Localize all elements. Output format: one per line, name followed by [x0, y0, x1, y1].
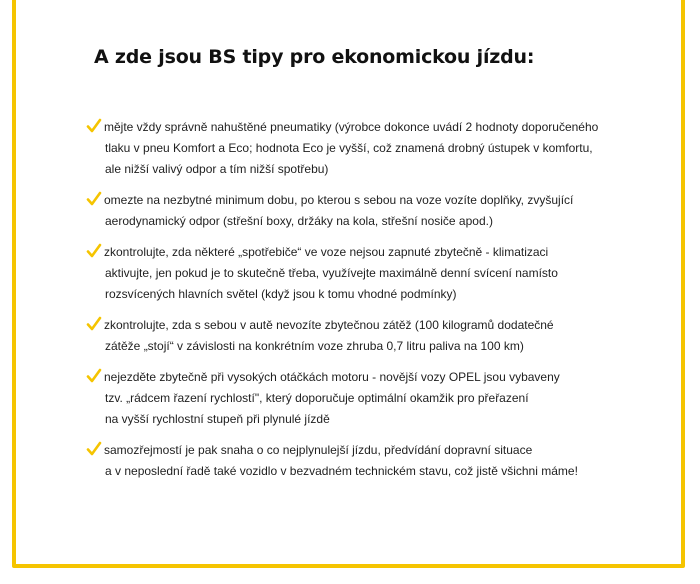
tip-line: aktivujte, jen pokud je to skutečně třeba, využívejte maximálně denní svícení namísto: [105, 266, 558, 280]
tip-line: a v neposlední řadě také vozidlo v bezvadném technickém stavu, což jistě všichni máme!: [105, 464, 578, 478]
tip-line: rozsvícených hlavních světel (když jsou k tomu vhodné podmínky): [105, 287, 457, 301]
checkmark-icon: [86, 243, 102, 259]
checkmark-icon: [86, 316, 102, 332]
tip-item: [86, 315, 626, 357]
tip-item: [86, 117, 626, 180]
tip-item: [86, 242, 626, 305]
tip-line: aerodynamický odpor (střešní boxy, držáky na kola, střešní nosiče apod.): [105, 214, 493, 228]
tip-line: na vyšší rychlostní stupeň při plynulé jízdě: [105, 412, 330, 426]
tip-line: mějte vždy správně nahuštěné pneumatiky (výrobce dokonce uvádí 2 hodnoty doporučeného: [104, 120, 599, 134]
checkmark-icon: [86, 118, 102, 134]
tip-item: [86, 367, 626, 430]
tip-line: zátěže „stojí“ v závislosti na konkrétním voze zhruba 0,7 litru paliva na 100 km): [105, 339, 524, 353]
tip-line: zkontrolujte, zda s sebou v autě nevozíte zbytečnou zátěž (100 kilogramů dodatečné: [104, 318, 554, 332]
tip-item: [86, 440, 626, 482]
tip-line: ale nižší valivý odpor a tím nižší spotřebu): [105, 162, 329, 176]
tip-line: nejezděte zbytečně při vysokých otáčkách motoru - novější vozy OPEL jsou vybaveny: [104, 370, 560, 384]
tip-item: [86, 190, 626, 232]
tip-line: tzv. „rádcem řazení rychlostí", který doporučuje optimální okamžik pro přeřazení: [105, 391, 529, 405]
page-title: A zde jsou BS tipy pro ekonomickou jízdu:: [94, 46, 535, 68]
checkmark-icon: [86, 368, 102, 384]
tip-line: tlaku v pneu Komfort a Eco; hodnota Eco je vyšší, což znamená drobný ústupek v komfortu,: [105, 141, 593, 155]
checkmark-icon: [86, 441, 102, 457]
tip-line: omezte na nezbytné minimum dobu, po kterou s sebou na voze vozíte doplňky, zvyšující: [104, 193, 574, 207]
tip-line: samozřejmostí je pak snaha o co nejplynulejší jízdu, předvídání dopravní situace: [104, 443, 533, 457]
checkmark-icon: [86, 191, 102, 207]
tips-list: [86, 117, 626, 492]
tip-line: zkontrolujte, zda některé „spotřebiče“ ve voze nejsou zapnuté zbytečně - klimatizaci: [104, 245, 549, 259]
